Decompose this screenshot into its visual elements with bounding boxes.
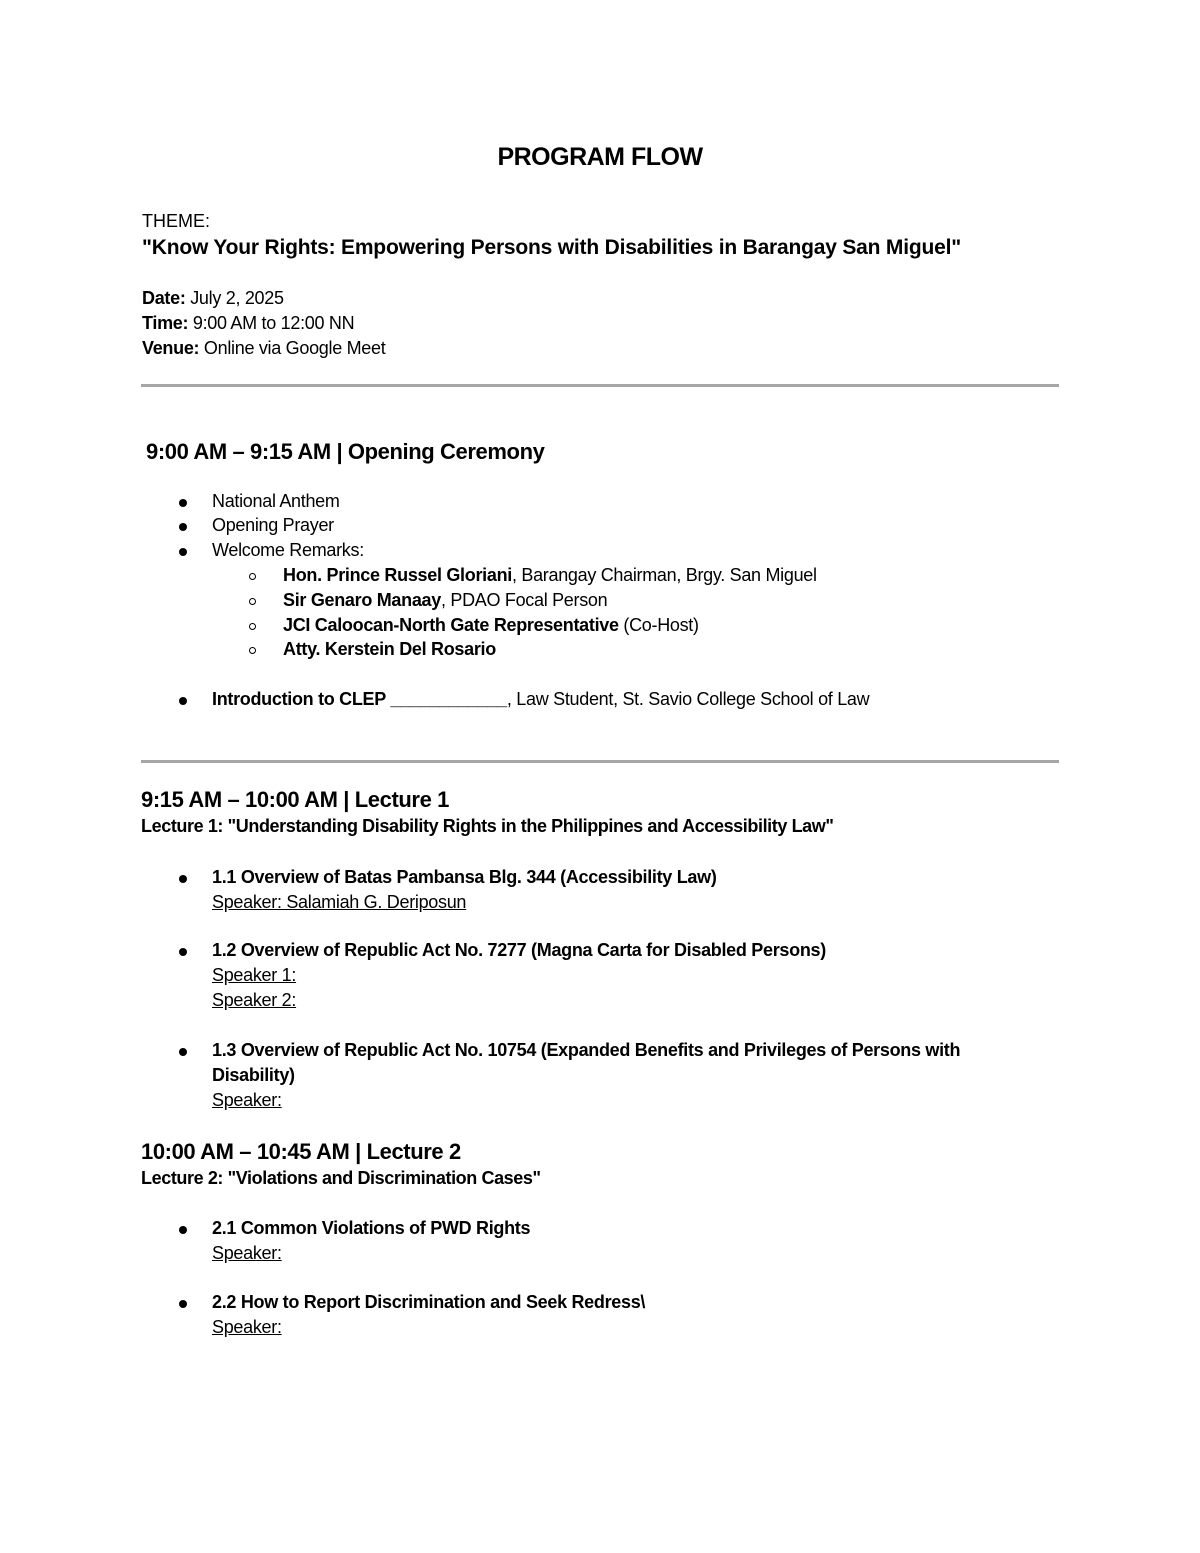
page-title: PROGRAM FLOW (497, 143, 703, 171)
lecture1-heading: 9:15 AM – 10:00 AM | Lecture 1 (141, 787, 449, 812)
remark-name: Sir Genaro Manaay (283, 590, 441, 610)
opening-item: National Anthem (212, 491, 340, 511)
time-value: 9:00 AM to 12:00 NN (188, 313, 355, 333)
time-line (142, 313, 354, 334)
bullet-icon (179, 548, 187, 556)
venue-value: Online via Google Meet (199, 338, 386, 358)
divider (141, 760, 1059, 763)
time-label: Time: (142, 313, 189, 333)
lecture-topic: 1.2 Overview of Republic Act No. 7277 (Magna Carta for Disabled Persons) (212, 940, 826, 960)
sub-bullet-icon (249, 573, 256, 580)
remark-item (283, 565, 817, 586)
lecture-topic: 1.3 Overview of Republic Act No. 10754 (Expanded Benefits and Privileges of Persons with (212, 1040, 961, 1060)
sub-bullet-icon (249, 623, 256, 630)
remark-role: , PDAO Focal Person (440, 590, 608, 610)
speaker-line: Speaker 2: (212, 990, 297, 1010)
bullet-icon (179, 1048, 187, 1056)
remark-role: , Barangay Chairman, Brgy. San Miguel (511, 565, 817, 585)
bullet-icon (179, 1226, 187, 1234)
speaker-line: Speaker: (212, 1243, 282, 1263)
clep-title: Introduction to CLEP ____________ (212, 689, 507, 709)
remark-name: Atty. Kerstein Del Rosario (283, 639, 496, 659)
venue-label: Venue: (142, 338, 200, 358)
lecture-topic: 2.1 Common Violations of PWD Rights (212, 1218, 531, 1238)
remark-item (283, 590, 607, 611)
date-line (142, 288, 284, 309)
lecture-topic: 2.2 How to Report Discrimination and Seek Redress\ (212, 1292, 646, 1312)
divider (141, 384, 1059, 387)
theme-text: "Know Your Rights: Empowering Persons with Disabilities in Barangay San Miguel" (142, 236, 961, 259)
lecture2-heading: 10:00 AM – 10:45 AM | Lecture 2 (141, 1139, 461, 1164)
theme-label: THEME: (142, 211, 211, 231)
lecture2-subtitle: Lecture 2: "Violations and Discrimination Cases" (141, 1168, 541, 1188)
sub-bullet-icon (249, 647, 256, 654)
speaker-line: Speaker 1: (212, 965, 297, 985)
remark-name: JCI Caloocan-North Gate Representative (283, 615, 619, 635)
speaker-line: Speaker: (212, 1090, 282, 1110)
opening-item: Welcome Remarks: (212, 540, 364, 560)
remark-name: Hon. Prince Russel Gloriani (283, 565, 512, 585)
opening-heading: 9:00 AM – 9:15 AM | Opening Ceremony (146, 439, 545, 464)
opening-item: Opening Prayer (212, 515, 334, 535)
remark-item (283, 639, 496, 660)
bullet-icon (179, 523, 187, 531)
bullet-icon (179, 697, 187, 705)
clep-role: , Law Student, St. Savio College School of Law (506, 689, 870, 709)
remark-item (283, 615, 699, 636)
clep-item (212, 689, 869, 710)
lecture-topic-continued: Disability) (212, 1065, 295, 1085)
lecture1-subtitle: Lecture 1: "Understanding Disability Rights in the Philippines and Accessibility Law" (141, 816, 834, 836)
lecture-topic: 1.1 Overview of Batas Pambansa Blg. 344 (Accessibility Law) (212, 867, 717, 887)
speaker-line: Speaker: Salamiah G. Deriposun (212, 892, 467, 912)
bullet-icon (179, 948, 187, 956)
remark-role: (Co-Host) (618, 615, 699, 635)
bullet-icon (179, 875, 187, 883)
date-value: July 2, 2025 (185, 288, 284, 308)
bullet-icon (179, 1300, 187, 1308)
venue-line (142, 338, 385, 359)
date-label: Date: (142, 288, 186, 308)
bullet-icon (179, 499, 187, 507)
sub-bullet-icon (249, 598, 256, 605)
speaker-line: Speaker: (212, 1317, 282, 1337)
